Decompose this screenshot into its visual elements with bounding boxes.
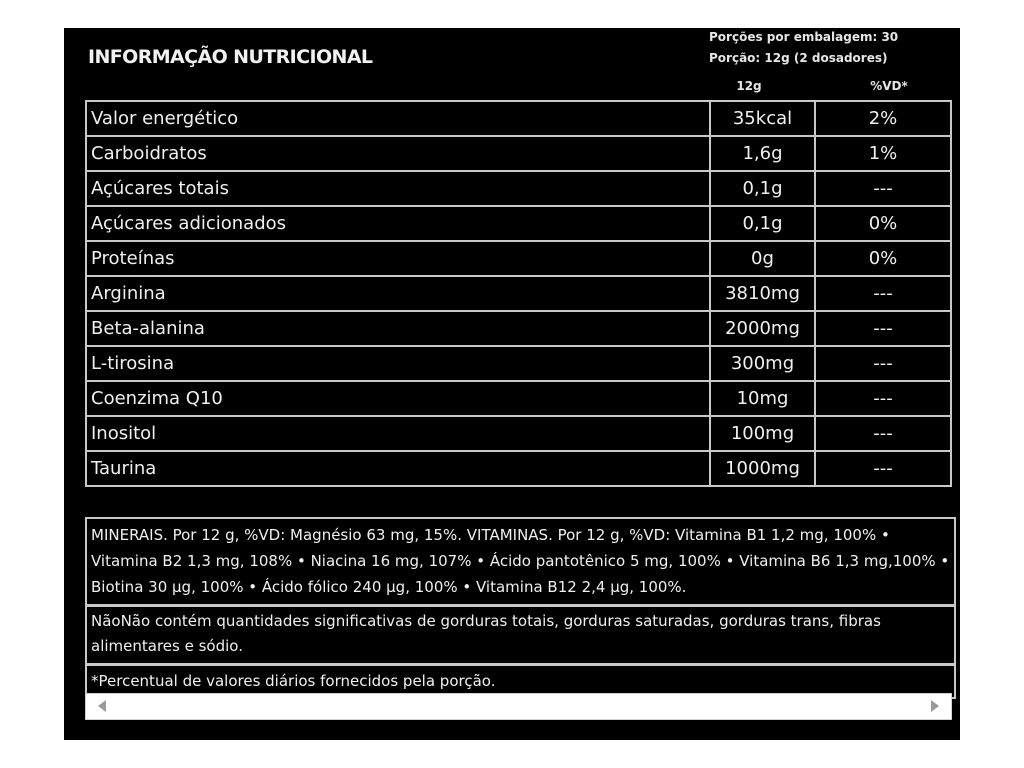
nutrient-amount: 3810mg xyxy=(710,276,815,311)
nutrient-name: Carboidratos xyxy=(86,136,710,171)
nutrient-dv: 2% xyxy=(815,101,951,136)
column-header-amount: 12g xyxy=(736,79,762,93)
minerals-vitamins-note: MINERAIS. Por 12 g, %VD: Magnésio 63 mg, 15%. VITAMINAS. Por 12 g, %VD: Vitamina B1 1,2 mg, 100% • Vitamina B2 1,3 mg, 108% • Niacina 16 mg, 107% • Ácido pantotênico 5 mg, 100% • Vitamina B6 1,3 mg,100% • Biotina 30 µg, 100% • Ácido fólico 240 µg, 100% • Vitamina B12 2,4 µg, 100%. xyxy=(85,517,956,607)
left-arrow-icon[interactable] xyxy=(98,700,106,712)
right-arrow-icon[interactable] xyxy=(931,700,939,712)
table-row xyxy=(86,451,951,486)
table-row xyxy=(86,416,951,451)
nutrient-dv: --- xyxy=(815,381,951,416)
not-significant-note: NãoNão contém quantidades significativas de gorduras totais, gorduras saturadas, gorduras trans, fibras alimentares e sódio. xyxy=(85,604,956,666)
nutrient-amount: 100mg xyxy=(710,416,815,451)
nutrient-amount: 10mg xyxy=(710,381,815,416)
daily-value-footnote: *Percentual de valores diários fornecidos pela porção. xyxy=(85,663,956,699)
horizontal-scrollbar[interactable] xyxy=(85,693,952,720)
nutrient-amount: 2000mg xyxy=(710,311,815,346)
column-header-dv: %VD* xyxy=(870,79,908,93)
table-row xyxy=(86,171,951,206)
nutrient-name: L-tirosina xyxy=(86,346,710,381)
table-row xyxy=(86,206,951,241)
panel-title: INFORMAÇÃO NUTRICIONAL xyxy=(88,46,373,68)
serving-size: Porção: 12g (2 dosadores) xyxy=(709,51,888,65)
nutrition-table xyxy=(85,100,952,487)
nutrient-amount: 0,1g xyxy=(710,206,815,241)
table-row xyxy=(86,101,951,136)
nutrient-amount: 300mg xyxy=(710,346,815,381)
nutrient-amount: 0,1g xyxy=(710,171,815,206)
nutrient-name: Açúcares adicionados xyxy=(86,206,710,241)
nutrient-amount: 35kcal xyxy=(710,101,815,136)
nutrient-dv: 1% xyxy=(815,136,951,171)
nutrient-name: Inositol xyxy=(86,416,710,451)
nutrient-dv: --- xyxy=(815,451,951,486)
nutrient-dv: --- xyxy=(815,346,951,381)
nutrient-dv: --- xyxy=(815,416,951,451)
nutrient-name: Coenzima Q10 xyxy=(86,381,710,416)
table-row xyxy=(86,346,951,381)
table-row xyxy=(86,136,951,171)
nutrient-name: Valor energético xyxy=(86,101,710,136)
nutrient-dv: --- xyxy=(815,276,951,311)
nutrient-name: Beta-alanina xyxy=(86,311,710,346)
table-row xyxy=(86,241,951,276)
nutrient-amount: 1,6g xyxy=(710,136,815,171)
nutrient-amount: 1000mg xyxy=(710,451,815,486)
nutrient-dv: --- xyxy=(815,171,951,206)
nutrient-amount: 0g xyxy=(710,241,815,276)
nutrition-panel xyxy=(64,28,960,740)
nutrient-name: Proteínas xyxy=(86,241,710,276)
table-row xyxy=(86,276,951,311)
nutrient-dv: 0% xyxy=(815,206,951,241)
nutrient-dv: --- xyxy=(815,311,951,346)
servings-per-package: Porções por embalagem: 30 xyxy=(709,30,899,44)
table-row xyxy=(86,381,951,416)
nutrient-name: Açúcares totais xyxy=(86,171,710,206)
nutrient-name: Arginina xyxy=(86,276,710,311)
nutrient-name: Taurina xyxy=(86,451,710,486)
table-row xyxy=(86,311,951,346)
nutrient-dv: 0% xyxy=(815,241,951,276)
